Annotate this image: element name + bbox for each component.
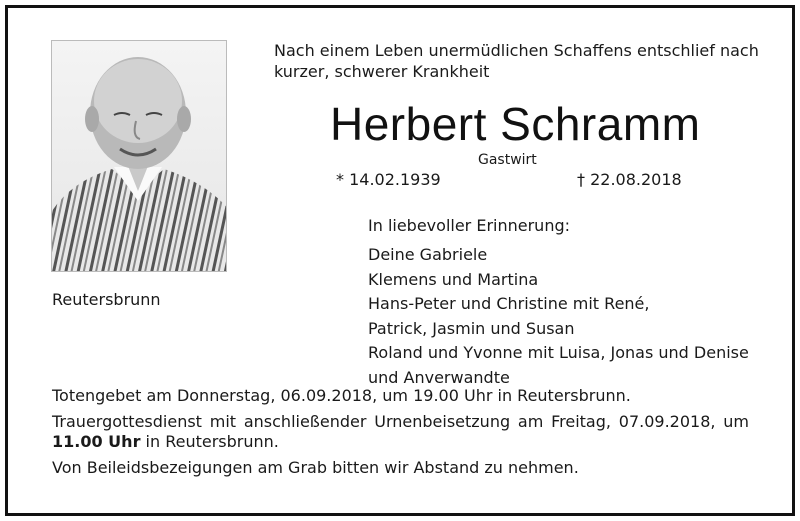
portrait-photo <box>51 40 227 272</box>
prayer-info: Totengebet am Donnerstag, 06.09.2018, um 19.00 Uhr in Reutersbrunn. <box>52 386 631 405</box>
mourner-line: Patrick, Jasmin und Susan <box>368 318 575 338</box>
funeral-details <box>52 386 749 484</box>
place-name: Reutersbrunn <box>52 290 161 309</box>
mourner-line: Roland und Yvonne mit Luisa, Jonas und Denise <box>368 343 749 362</box>
service-time: 11.00 Uhr <box>52 432 141 451</box>
service-text: Trauergottesdienst mit anschließender Urnenbeisetzung am Freitag, 07.09.2018, um <box>52 412 749 431</box>
condolence-request: Von Beileidsbezeigungen am Grab bitten wir Abstand zu nehmen. <box>52 458 579 477</box>
mourner-line: und Anverwandte <box>368 367 510 387</box>
mourner-line: Hans-Peter und Christine mit René, <box>368 294 650 313</box>
profession: Gastwirt <box>478 152 537 168</box>
intro-text: Nach einem Leben unermüdlichen Schaffens entschlief nach kurzer, schwerer Krankheit <box>274 41 759 81</box>
service-info <box>52 412 749 452</box>
birth-date: * 14.02.1939 <box>336 170 441 189</box>
mourners-list <box>368 243 749 390</box>
service-location: in Reutersbrunn. <box>140 432 279 451</box>
deceased-name: Herbert Schramm <box>330 98 701 150</box>
mourner-line: Deine Gabriele <box>368 245 488 264</box>
memory-intro: In liebevoller Erinnerung: <box>368 216 570 235</box>
death-date: † 22.08.2018 <box>577 170 682 189</box>
mourner-line: Klemens und Martina <box>368 269 539 289</box>
